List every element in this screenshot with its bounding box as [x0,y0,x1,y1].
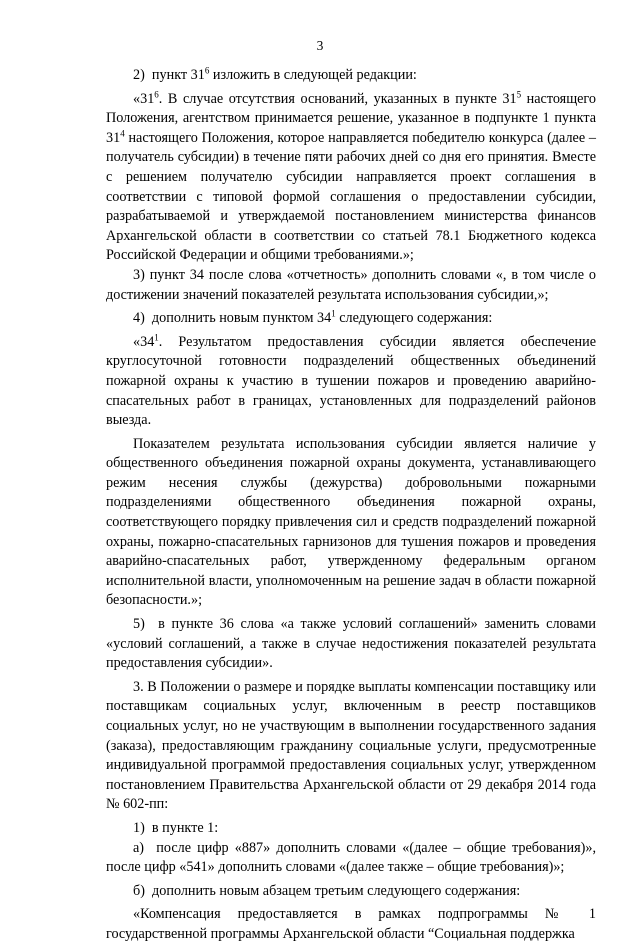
paragraph-point-34-1: «$34^1$. Результатом предоставления субсидии является обеспечение круглосуточной готовности подразделений общественных объединений пожарной охраны к участию в тушении пожаров и проведению аварийно-спасательных работ в границах, установленных для подразделений районов выезда. [106,331,596,429]
paragraph-item-2: 2) пункт $31^6$ изложить в следующей редакции: [133,65,417,83]
paragraph-subitem-b: б) дополнить новым абзацем третьим следующего содержания: [133,882,521,899]
paragraph-subitem-1: 1) в пункте 1: [133,819,219,836]
paragraph-section-3: 3. В Положении о размере и порядке выплаты компенсации поставщику или поставщикам социальных услуг, включенным в реестр поставщиков социальных услуг, но не участвующим в выполнении государственного задания (заказа), предоставляющим гражданину социальные услуги, предусмотренные индивидуальной программой предоставления социальных услуг, утвержденном постановлением Правительства Архангельской области от 29 декабря 2014 года № 602-пп: [106,678,596,813]
paragraph-item-5: 5) в пункте 36 слова «а также условий соглашений» заменить словами «условий соглашений, а также в случае недостижения показателей результата предоставления субсидии». [106,616,596,672]
paragraph-compensation: «Компенсация предоставляется в рамках подпрограммы № 1 государственной программы Архангельской области “Социальная поддержка [106,906,596,942]
paragraph-item-3: 3) пункт 34 после слова «отчетность» дополнить словами «, в том числе о достижении значений показателей результата использования субсидии,»; [106,266,596,303]
page-number: 3 [316,38,324,53]
paragraph-point-31-6: «$31^6$. В случае отсутствия оснований, указанных в пункте $31^5$ настоящего Положения, агентством принимается решение, указанное в подпункте 1 пункта $31^4$ настоящего Положения, которое направляется победителю конкурса (далее – получатель субсидии) в течение пяти рабочих дней со дня его принятия. Вместе с решением получателю субсидии направляется проект соглашения в соответствии с типовой формой соглашения о предоставлении субсидии, разрабатываемой и утверждаемой постановлением министерства финансов Архангельской области в соответствии со статьей 78.1 Бюджетного кодекса Российской Федерации и общими требованиями.»; [106,88,596,264]
document-body [106,66,596,945]
paragraph-subitem-a: а) после цифр «887» дополнить словами «(далее – общие требования)», после цифр «541» дополнить словами «(далее также – общие требования)»; [106,839,596,876]
paragraph-item-4: 4) дополнить новым пунктом $34^1$ следующего содержания: [133,308,493,327]
paragraph-indicator: Показателем результата использования субсидии является наличие у общественного объединения пожарной охраны документа, устанавливающего режим несения службы (дежурства) добровольными пожарными подразделениями общественного объединения пожарной охраны, соответствующего порядку привлечения сил и средств подразделений пожарной охраны, пожарно-спасательных гарнизонов для тушения пожаров и проведения аварийно-спасательных работ, утвержденному федеральным органом исполнительной власти, уполномоченным на решение задач в области пожарной безопасности.»; [106,435,596,609]
